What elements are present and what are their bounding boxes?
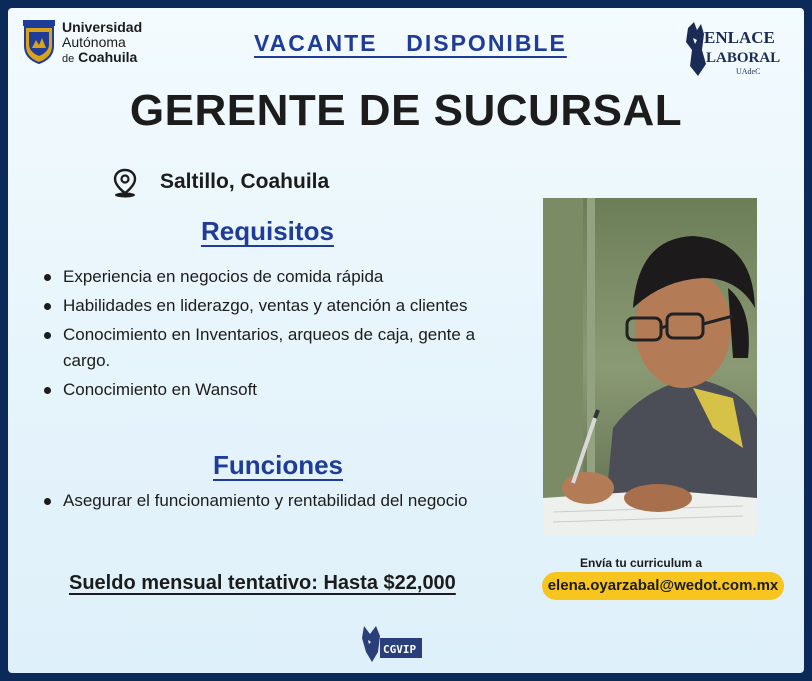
requisitos-list [42, 264, 492, 406]
university-name [62, 20, 142, 67]
uni-line-3-prefix: de [62, 53, 75, 65]
contact-prompt: Envía tu curriculum a [580, 556, 703, 570]
location-pin-icon [112, 168, 138, 198]
vacancy-label: VACANTE DISPONIBLE [254, 30, 567, 56]
enlace-laboral-logo [684, 20, 792, 78]
vacancy-flyer [8, 8, 804, 673]
salary-info: Sueldo mensual tentativo: Hasta $22,000 [69, 572, 456, 594]
job-location: Saltillo, Coahuila [160, 170, 330, 193]
cgvip-wolf-logo [360, 622, 424, 664]
list-item: Experiencia en negocios de comida rápida [42, 264, 492, 290]
funciones-list [42, 488, 492, 517]
list-item: Habilidades en liderazgo, ventas y atención a clientes [42, 293, 492, 319]
enlace-line-2: LABORAL [706, 50, 781, 66]
uni-line-2: Autónoma [62, 34, 126, 50]
contact-email[interactable]: elena.oyarzabal@wedot.com.mx [542, 572, 784, 600]
list-item: Conocimiento en Wansoft [42, 377, 492, 403]
funciones-heading: Funciones [213, 450, 344, 480]
enlace-line-3: UAdeC [736, 67, 761, 76]
person-writing-photo [543, 198, 757, 535]
list-item: Asegurar el funcionamiento y rentabilidad del negocio [42, 488, 492, 514]
uadec-shield-logo [22, 20, 56, 64]
cgvip-text: CGVIP [383, 643, 417, 656]
job-title: GERENTE DE SUCURSAL [129, 86, 683, 135]
uni-line-1: Universidad [62, 19, 143, 35]
uni-line-3: Coahuila [78, 49, 138, 65]
requisitos-heading: Requisitos [201, 216, 334, 246]
enlace-line-1: ENLACE [704, 28, 775, 47]
list-item: Conocimiento en Inventarios, arqueos de caja, gente a cargo. [42, 322, 492, 374]
